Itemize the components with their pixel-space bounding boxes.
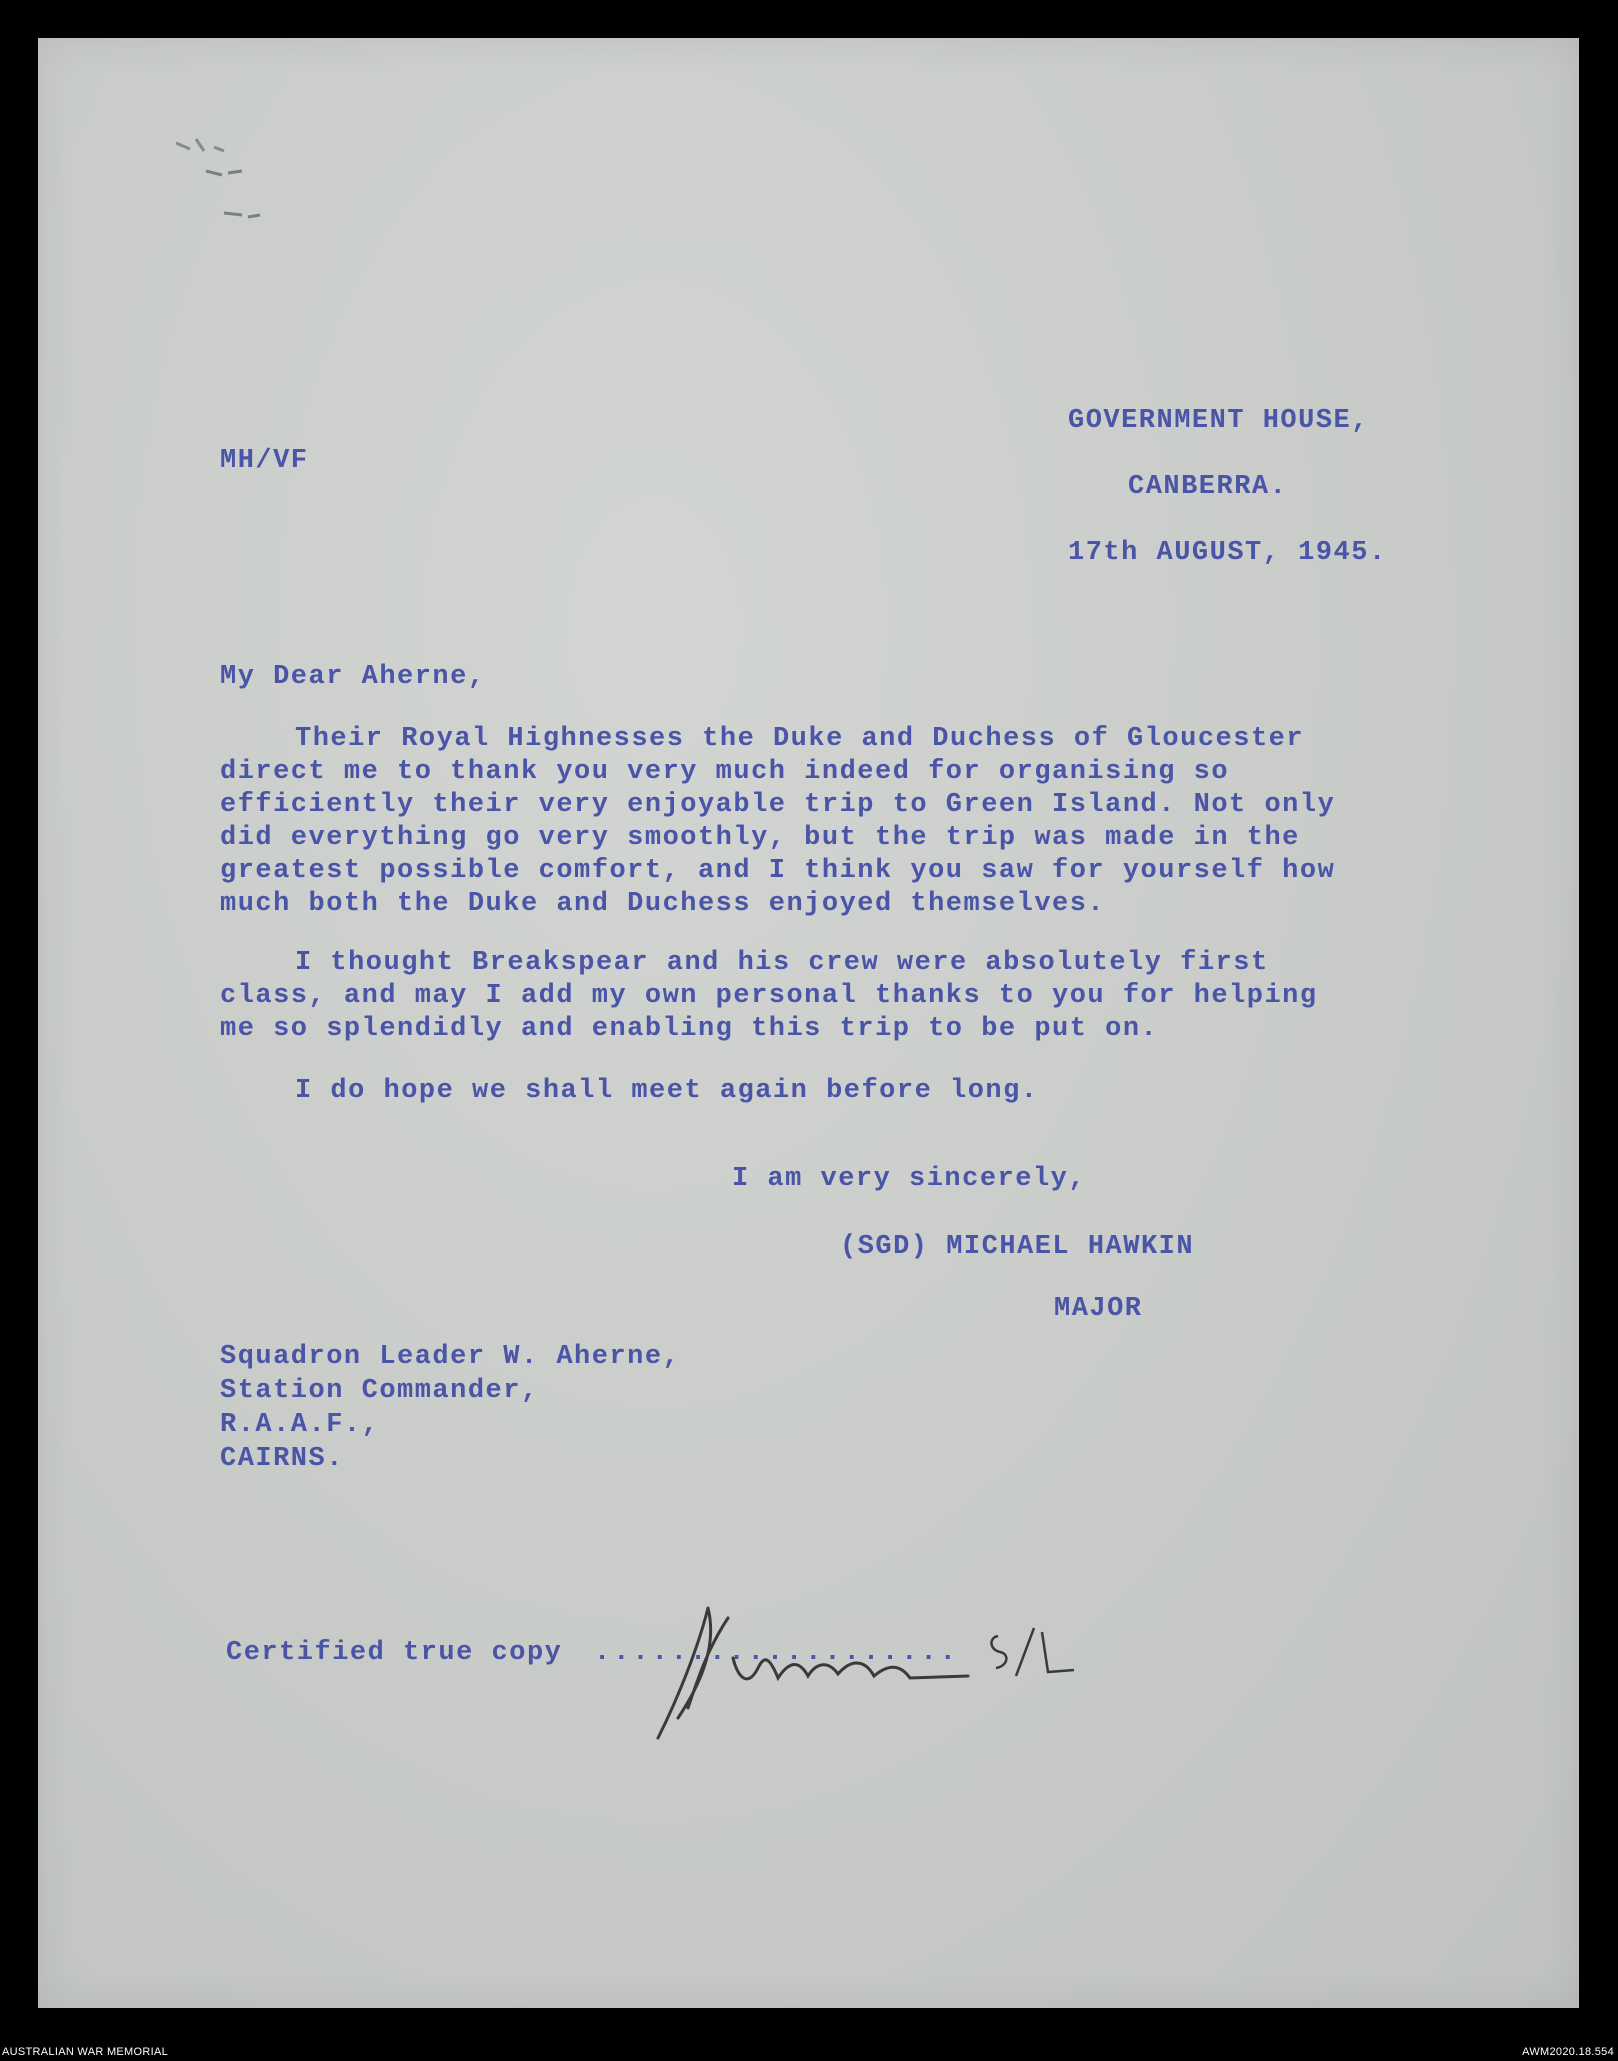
address-line-2: CANBERRA. [1128,472,1288,502]
paragraph-3: I do hope we shall meet again before long. [295,1076,1039,1106]
paragraph-1-line: Their Royal Highnesses the Duke and Duchess of Gloucester [295,724,1305,754]
certified-dots: ................... [594,1638,959,1668]
paragraph-1-line: greatest possible comfort, and I think you saw for yourself how [220,856,1336,886]
signer-rank: MAJOR [1054,1294,1143,1324]
recipient-line: Station Commander, [220,1376,539,1406]
signed-name: (SGD) MICHAEL HAWKIN [840,1232,1195,1262]
reference-code: MH/VF [220,446,309,476]
paragraph-1-line: much both the Duke and Duchess enjoyed themselves. [220,889,1106,919]
recipient-line: Squadron Leader W. Aherne, [220,1342,681,1372]
paragraph-2-line: class, and may I add my own personal thanks to you for helping [220,981,1318,1011]
pin-holes-mark [166,133,286,243]
paragraph-1-line: efficiently their very enjoyable trip to Green Island. Not only [220,790,1336,820]
footer-left: AUSTRALIAN WAR MEMORIAL [2,2046,169,2058]
closing: I am very sincerely, [732,1164,1087,1194]
paragraph-2-line: me so splendidly and enabling this trip to be put on. [220,1014,1159,1044]
paragraph-1-line: did everything go very smoothly, but the trip was made in the [220,823,1300,853]
recipient-line: CAIRNS. [220,1444,344,1474]
paragraph-1-line: direct me to thank you very much indeed for organising so [220,757,1230,787]
footer-right: AWM2020.18.554 [1522,2046,1614,2058]
paragraph-2-line: I thought Breakspear and his crew were absolutely first [295,948,1269,978]
recipient-line: R.A.A.F., [220,1410,380,1440]
handwritten-signature [638,1588,1158,1748]
address-line-1: GOVERNMENT HOUSE, [1068,406,1369,436]
letter-page [38,38,1579,2008]
letter-date: 17th AUGUST, 1945. [1068,538,1387,568]
certified-label: Certified true copy [226,1638,563,1668]
salutation: My Dear Aherne, [220,662,486,692]
